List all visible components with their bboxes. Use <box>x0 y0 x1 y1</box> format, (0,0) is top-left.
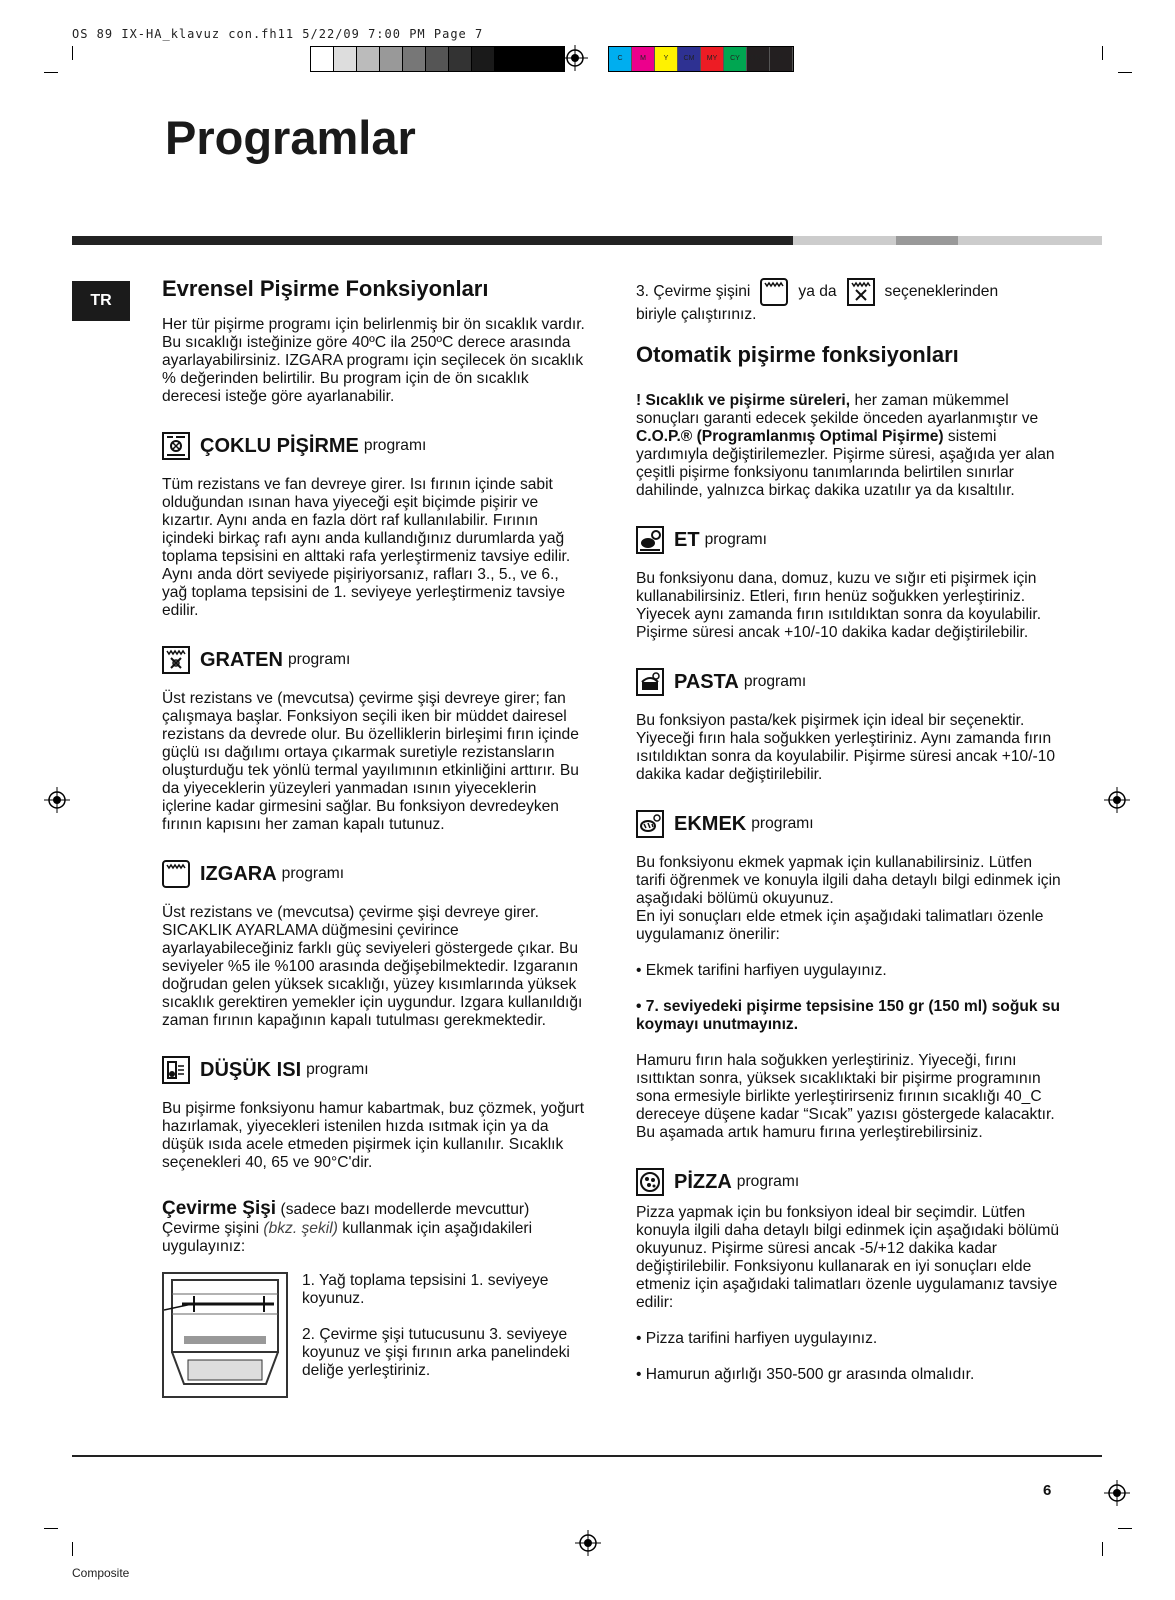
gratin-icon <box>847 278 875 306</box>
rotisserie-title: Çevirme Şişi <box>162 1198 277 1219</box>
program-cake-heading <box>636 668 1061 696</box>
program-name: PİZZA <box>674 1170 732 1193</box>
program-bread-heading <box>636 810 1061 838</box>
rotisserie-heading <box>162 1198 587 1220</box>
cake-icon <box>636 668 664 696</box>
rotisserie-intro-italic: (bkz. şekil) <box>263 1220 338 1237</box>
program-name: EKMEK <box>674 812 747 835</box>
rotisserie-intro-a: Çevirme şişini <box>162 1220 264 1237</box>
program-description: Bu fonksiyon pasta/kek pişirmek için ideal bir seçenektir. Yiyeceği fırın hala soğukken yerleştiriniz. Aynı zamanda fırın ısıtıldıktan sonra da koyulabilir. Pişirme süresi ancak +10/-10 dakika kadar değiştirilebilir. <box>636 712 1056 783</box>
composite-label: Composite <box>72 1566 130 1580</box>
page-title: Programlar <box>165 111 416 164</box>
cmyk-swatch: K <box>770 47 793 71</box>
program-suffix: programı <box>363 437 427 454</box>
automatic-intro <box>636 392 1061 500</box>
program-name: GRATEN <box>200 648 283 671</box>
section-heading-automatic: Otomatik pişirme fonksiyonları <box>636 342 959 367</box>
bread-bullet-2: • 7. seviyedeki pişirme tepsisine 150 gr (150 ml) soğuk su koymayı unutmayınız. <box>636 998 1061 1033</box>
step3-text-b: ya da <box>798 283 837 300</box>
rotisserie-step-3 <box>636 278 1061 306</box>
program-name: DÜŞÜK ISI <box>200 1058 302 1081</box>
registration-mark-icon <box>575 1530 601 1556</box>
program-description: Bu fonksiyonu dana, domuz, kuzu ve sığır eti pişirmek için kullanabilirsiniz. Etleri, fırın henüz soğukken yerleştiriniz. Yiyecek aynı zamanda fırın ısıtıldıktan sonra da koyulabilir. Pişirme süresi ancak +10/-10 dakika kadar değiştirilebilir. <box>636 570 1042 641</box>
program-description: Üst rezistans ve (mevcutsa) çevirme şişi devreye girer. SICAKLIK AYARLAMA düğmesini çevirince ayarlayabileceğiniz farklı güç seviyeleri göstergede çıkar. Bu seviyeler %5 ile %100 arasında değişebilmektedir. Izgaranın doğrudan gelen yüksek sıcaklığı, yüzey kısımlarında yüksek sıcaklık gerektiren yemekler için uygundur. Izgara kullanıldığı zaman fırının kapağının kapalı tutulması gerekmektedir. <box>162 904 583 1029</box>
cmyk-swatch: CY <box>724 47 747 71</box>
step3-text-a: 3. Çevirme şişini <box>636 283 751 300</box>
rotisserie-step-1: 1. Yağ toplama tepsisini 1. seviyeye koyunuz. <box>302 1272 549 1307</box>
program-multi-cooking-heading <box>162 432 587 460</box>
program-name: PASTA <box>674 670 739 693</box>
intro-bold-cop: C.O.P.® (Programlanmış Optimal Pişirme) <box>636 428 944 445</box>
universal-intro: Her tür pişirme programı için belirlenmiş bir ön sıcaklık vardır. Bu sıcaklığı isteğinize göre 40ºC ila 250ºC derece arasında ayarlayabilirsiniz. IZGARA programı için seçilecek ön sıcaklık % değerinden belirtilir. Bu program için de ön sıcaklık derecesi isteğe göre ayarlanabilir. <box>162 316 585 405</box>
program-suffix: programı <box>306 1061 369 1078</box>
page-number: 6 <box>1043 1482 1052 1499</box>
program-description: Üst rezistans ve (mevcutsa) çevirme şişi devreye girer; fan çalışmaya başlar. Fonksiyon seçili iken bir müddet dairesel rezistans da devrede olur. Bu özelliklerin birleşimi fırın içinde güçlü ısı dağılımı ortaya çıkarmak suretiyle rezistansların oluşturduğu tek yönlü termal yayılımının etkinliğini arttırır. Bu da yiyeceklerin yüzeyleri yanmadan ısının yiyeceklerin içlerine kadar girmesini sağlar. Bu fonksiyon devredeyken fırının kapısını her zaman kapalı tutunuz. <box>162 690 579 833</box>
intro-a: her zaman mükemmel sonuçları garanti edecek şekilde önceden ayarlanmıştır ve <box>636 392 1039 427</box>
program-suffix: programı <box>281 865 345 882</box>
cmyk-swatch: CM <box>678 47 701 71</box>
registration-mark-icon <box>1104 1480 1130 1506</box>
grill-icon <box>760 278 788 306</box>
language-badge: TR <box>72 281 130 321</box>
program-suffix: programı <box>704 531 767 548</box>
bread-text-3: Hamuru fırın hala soğukken yerleştiriniz. Yiyeceği, fırını ısıttıktan sonra, yüksek sıcaklıktaki bir pişirme programının sona ermesiyle birlikte yerleştirirseniz fırının sıcaklığı 40_C dereceye düşene kadar “Sıcak” yazısı göstergede kalacaktır. Bu aşamada artık hamuru fırına yerleştirebilirsiniz. <box>636 1052 1055 1141</box>
pizza-bullet-2: • Hamurun ağırlığı 350-500 gr arasında olmalıdır. <box>636 1366 975 1383</box>
registration-mark-icon <box>1104 787 1130 813</box>
program-name: ÇOKLU PİŞİRME <box>200 434 359 457</box>
low-heat-icon <box>162 1056 190 1084</box>
gratin-icon <box>162 646 190 674</box>
right-column <box>636 276 1061 1384</box>
intro-bold: ! Sıcaklık ve pişirme süreleri, <box>636 392 851 409</box>
bread-text-2: En iyi sonuçları elde etmek için aşağıdaki talimatları özenle uygulamanız önerilir: <box>636 908 1044 943</box>
cmyk-swatch: CMY <box>747 47 770 71</box>
registration-mark-icon <box>44 787 70 813</box>
cmyk-swatch: MY <box>701 47 724 71</box>
rotisserie-step-2: 2. Çevirme şişi tutucusunu 3. seviyeye koyunuz ve şişi fırının arka panelindeki deliğe yerleştiriniz. <box>302 1326 570 1379</box>
program-pizza-heading <box>636 1168 1061 1196</box>
section-heading-universal: Evrensel Pişirme Fonksiyonları <box>162 276 489 301</box>
step3-text-c: seçeneklerinden <box>884 283 999 300</box>
cmyk-swatch: C <box>609 47 632 71</box>
grill-icon <box>162 860 190 888</box>
program-meat-heading <box>636 526 1061 554</box>
rotisserie-steps <box>162 1272 587 1398</box>
program-suffix: programı <box>743 673 807 690</box>
registration-mark-icon <box>562 45 588 71</box>
pizza-bullet-1: • Pizza tarifini harfiyen uygulayınız. <box>636 1330 878 1347</box>
oven-rotisserie-figure <box>162 1272 288 1398</box>
cmyk-calibration-bar <box>608 46 794 72</box>
step3-text-d: biriyle çalıştırınız. <box>636 306 757 323</box>
pizza-icon <box>636 1168 664 1196</box>
bread-bullet-1: • Ekmek tarifini harfiyen uygulayınız. <box>636 962 887 979</box>
program-gratin-heading <box>162 646 587 674</box>
program-name: IZGARA <box>200 862 277 885</box>
program-name: ET <box>674 528 700 551</box>
pizza-text: Pizza yapmak için bu fonksiyon ideal bir seçimdir. Lütfen konuyla ilgili daha detaylı bilgi edinmek için aşağıdaki bölümü okuyunuz. Pişirme süresi ancak -5/+12 dakika kadar değiştirilebilir. Fonksiyonu kullanarak en iyi sonuçları elde etmeniz için aşağıdaki talimatları özenle uygulamanız tavsiye edilir: <box>636 1204 1060 1311</box>
rotisserie-intro-b: kullanmak için aşağıdakileri uygulayınız: <box>162 1220 533 1255</box>
bread-icon <box>636 810 664 838</box>
footer-rule <box>72 1455 1102 1457</box>
multi-cooking-icon <box>162 432 190 460</box>
program-grill-heading <box>162 860 587 888</box>
left-column <box>162 276 587 1398</box>
intro-b: sistemi yardımıyla değiştirilemezler. Pişirme süresi, aşağıda yer alan çeşitli pişirme fonksiyonu tanımlarında belirtilen sınırlar dahilinde, yalnızca birkaç dakika uzatılır ya da kısaltılır. <box>636 428 1055 499</box>
rotisserie-note: (sadece bazı modellerde mevcuttur) <box>280 1201 530 1218</box>
file-info-line: OS 89 IX-HA_klavuz con.fh11 5/22/09 7:00 PM Page 7 <box>72 27 484 41</box>
program-suffix: programı <box>751 815 814 832</box>
grayscale-calibration-bar <box>310 46 565 72</box>
program-suffix: programı <box>736 1173 800 1190</box>
program-suffix: programı <box>287 651 351 668</box>
rotisserie-intro <box>162 1220 587 1256</box>
bread-text-1: Bu fonksiyonu ekmek yapmak için kullanabilirsiniz. Lütfen tarifi öğrenmek ve konuyla ilgili daha detaylı bilgi edinmek için aşağıdaki bölümü okuyunuz. <box>636 854 1061 907</box>
cmyk-swatch: M <box>632 47 655 71</box>
program-low-heat-heading <box>162 1056 587 1084</box>
program-description: Tüm rezistans ve fan devreye girer. Isı fırının içinde sabit olduğundan ısınan hava yiyeceği eşit biçimde pişirir ve kızartır. Aynı anda en fazla dört raf kullanılabilir. Fırının içindeki birkaç rafı aynı anda kullandığınız durumlarda yağ toplama tepsisini en alttaki rafa yerleştirmeniz tavsiye edilir. Aynı anda dört seviyede pişiriyorsanız, rafları 3., 5., ve 6., yağ toplama tepsisini de 1. seviyeye yerleştirmeniz tavsiye edilir. <box>162 476 571 619</box>
header-rule <box>72 236 1102 245</box>
program-description: Bu pişirme fonksiyonu hamur kabartmak, buz çözmek, yoğurt hazırlamak, yiyecekleri istenilen hızda ısıtmak için ya da düşük ısıda acele etmeden pişirmek için kullanılır. Sıcaklık seçenekleri 40, 65 ve 90°C'dir. <box>162 1100 585 1171</box>
cmyk-swatch: Y <box>655 47 678 71</box>
meat-icon <box>636 526 664 554</box>
